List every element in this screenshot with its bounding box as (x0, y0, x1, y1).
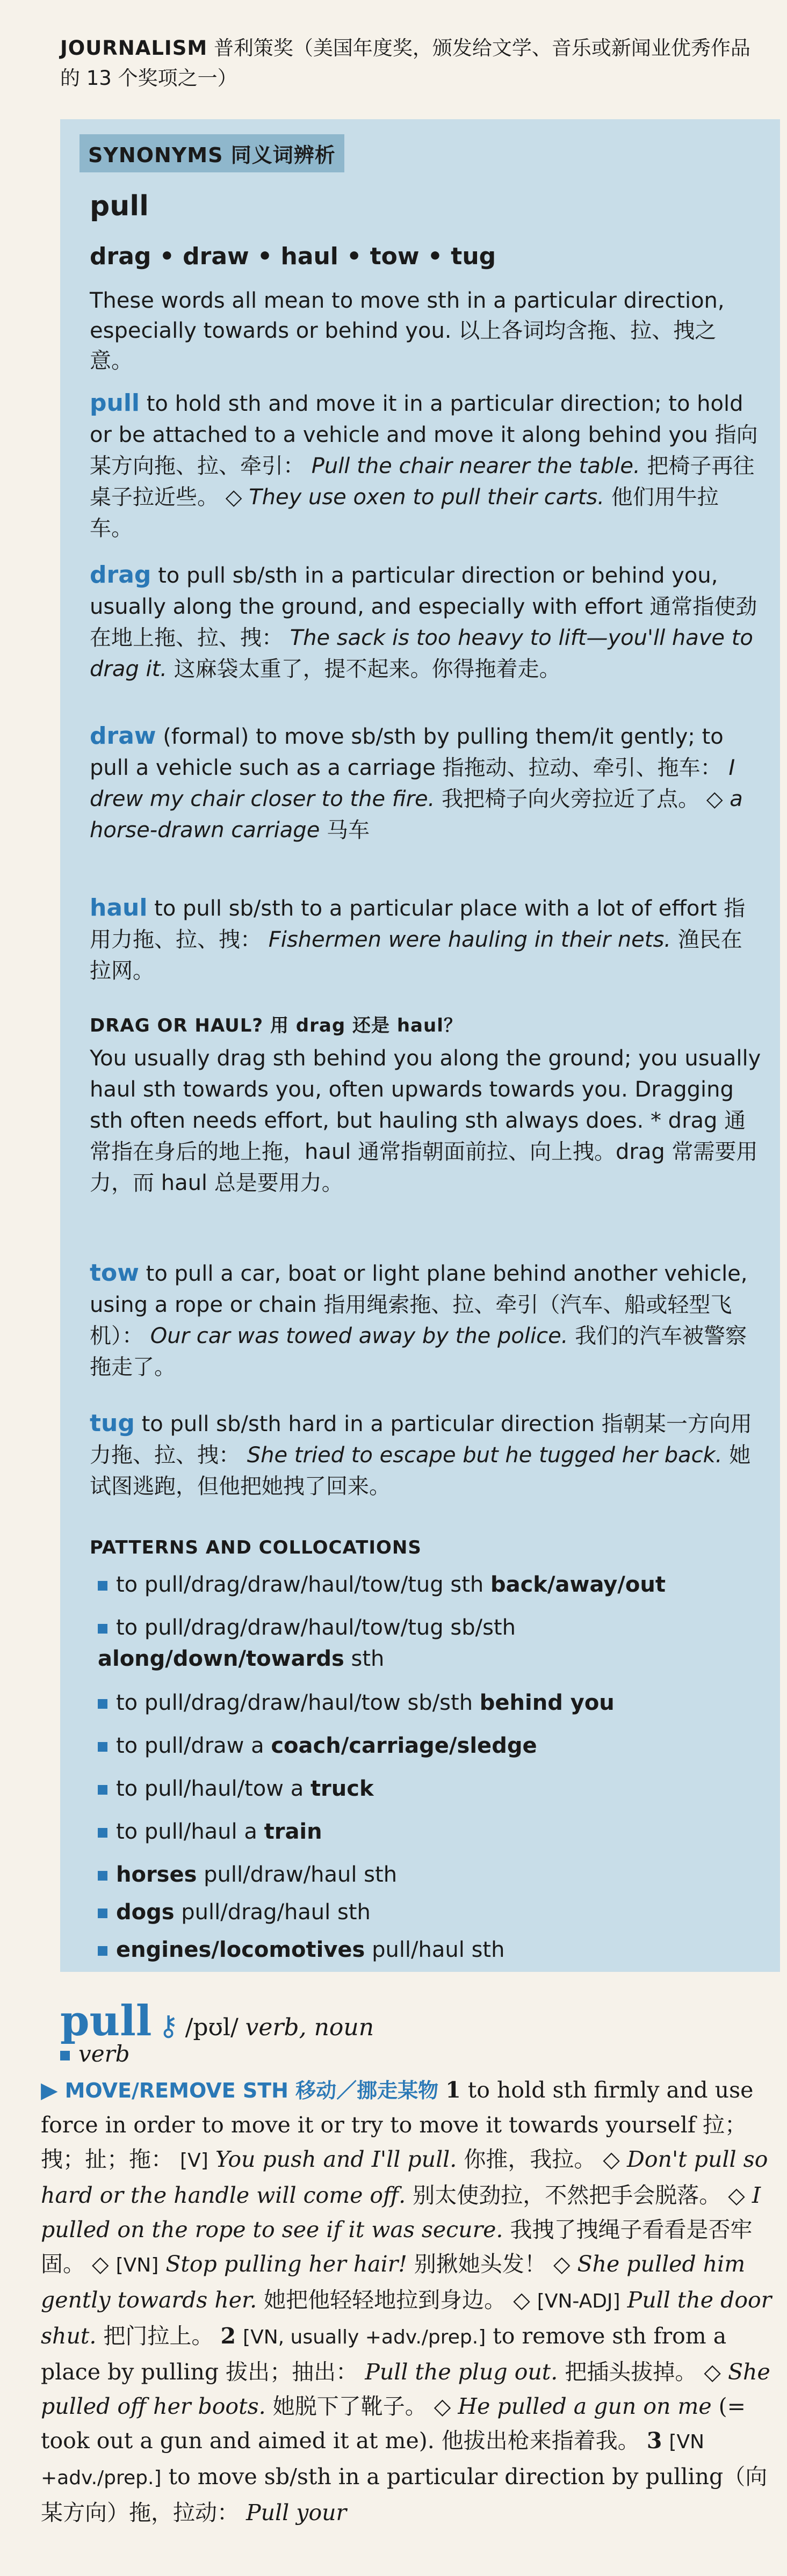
syn-example: They use oxen to pull their carts. (249, 485, 604, 510)
pattern-item: to pull/drag/draw/haul/tow/tug sth back/away/out (98, 1569, 759, 1600)
syn-example: Pull the chair nearer the table. (311, 454, 640, 478)
example: Pull the plug out. (365, 2359, 558, 2385)
pattern-item: dogs pull/drag/haul sth (98, 1897, 759, 1928)
key-icon: ⚷ (158, 2010, 179, 2042)
syn-example: Fishermen were hauling in their nets. (268, 927, 672, 952)
pattern-item: to pull/drag/draw/haul/tow/tug sb/sth along/down/towards sth (98, 1615, 516, 1671)
translation: 我拽了拽绳子看看是否牢固。 (41, 2217, 753, 2277)
syn-entry-pull (90, 388, 761, 544)
example: I pulled on the rope to see if it was secure. (41, 2182, 761, 2243)
arrow-icon: ▶ (41, 2077, 58, 2103)
pattern-item: to pull/drag/draw/haul/tow sb/sth behind you (98, 1687, 759, 1718)
syn-def: to pull sb/sth to a particular place with a lot of effort 指用力拖、拉、拽： (90, 896, 746, 952)
sense-label: MOVE/REMOVE STH 移动／挪走某物 (64, 2079, 439, 2102)
grammar-code: [VN +adv./prep.] (41, 2431, 705, 2489)
syn-def: to pull a car, boat or light plane behind another vehicle, using a rope or chain 指用绳索拖、拉、牵引（汽车、船或轻型飞机）： (90, 1261, 748, 1348)
syn-headword: drag (90, 561, 151, 589)
journalism-label: JOURNALISM (60, 37, 208, 60)
pattern-item: to pull/draw a coach/carriage/sledge (98, 1730, 759, 1761)
bullet-icon (98, 1785, 107, 1795)
syn-entry-haul (90, 892, 761, 986)
pattern-item: engines/locomotives pull/haul sth (98, 1934, 759, 1965)
syn-example: a horse-drawn carriage (90, 787, 743, 843)
example: Pull your (246, 2500, 347, 2526)
grammar-code: [VN, usually +adv./prep.] (243, 2326, 486, 2348)
synonyms-intro: These words all mean to move sth in a particular direction, especially towards or behind you. 以上各词均含拖、拉、拽之意。 (90, 288, 725, 373)
example: She pulled him gently towards her. (41, 2251, 746, 2313)
syn-translation: 她试图逃跑，但他把她拽了回来。 (90, 1443, 751, 1499)
example: You push and I'll pull. (215, 2146, 457, 2172)
bullet-icon (98, 1871, 107, 1881)
translation: 她脱下了靴子。 (272, 2393, 427, 2419)
synonyms-heading: SYNONYMS 同义词辨析 (80, 134, 344, 172)
drag-or-haul-text: You usually drag sth behind you along the ground; you usually haul sth towards you, often upwards towards you. Dragging sth often needs effort, but hauling sth always does. * drag 通常指在身后的地上拖，haul 通常指朝面前拉、向上拽。drag 常需要用力，而 haul 总是要用力。 (90, 1046, 761, 1195)
bullet-icon (98, 1909, 107, 1918)
syn-def: to hold sth and move it in a particular direction; to hold or be attached to a vehicle and move it along behind you 指向某方向拖、拉、牵引： (90, 391, 758, 478)
verb-label: verb (78, 2041, 130, 2067)
pattern-item: to pull/haul/tow a truck (98, 1773, 759, 1804)
syn-translation: 把椅子再往桌子拉近些。 ◇ (90, 454, 755, 510)
gloss: (= took out a gun and aimed it at me). (41, 2393, 746, 2454)
example: He pulled a gun on me (458, 2393, 712, 2419)
synonyms-list: drag • draw • haul • tow • tug (90, 243, 496, 270)
syn-def: to pull sb/sth in a particular direction or behind you, usually along the ground, and especially with effort 通常指使劲在地上拖、拉、拽： (90, 563, 757, 650)
bullet-icon (60, 2051, 70, 2060)
translation: 把门拉上。 (103, 2323, 214, 2349)
translation: 他拔出枪来指着我。 (441, 2428, 640, 2454)
drag-or-haul-heading: DRAG OR HAUL? 用 drag 还是 haul？ (90, 1015, 463, 1036)
example: Stop pulling her hair! (165, 2251, 407, 2277)
bullet-icon (98, 1624, 107, 1634)
grammar-code: [VN-ADJ] (537, 2290, 620, 2312)
syn-translation: 我们的汽车被警察拖走了。 (90, 1324, 747, 1380)
syn-def: (formal) to move sb/sth by pulling them/it gently; to pull a vehicle such as a carriage 指拖动、拉动、牵引、拖车： (90, 724, 724, 780)
syn-translation: 我把椅子向火旁拉近了点。 ◇ (435, 787, 730, 811)
example: Pull the door shut. (41, 2287, 772, 2349)
synonyms-word: pull (90, 190, 149, 222)
syn-entry-tug (90, 1408, 761, 1502)
syn-example: I drew my chair closer to the fire. (90, 756, 735, 811)
main-entry-header (60, 1997, 374, 2045)
sense-def: to hold sth firmly and use force in order to move it or try to move it towards yourself 拉；拽；扯；拖： (41, 2077, 754, 2172)
sense-number: 1 (445, 2077, 461, 2103)
bullet-icon (98, 1699, 107, 1709)
sense-def: to remove sth from a place by pulling 拔出；抽出： (41, 2323, 727, 2385)
syn-translation: 他们用牛拉车。 (90, 485, 719, 541)
pronunciation: /pʊl/ (185, 2014, 239, 2041)
syn-entry-tow (90, 1258, 761, 1383)
part-of-speech: verb, noun (245, 2014, 374, 2041)
bullet-icon (98, 1742, 107, 1752)
grammar-code: [V] (180, 2150, 208, 2172)
syn-example: The sack is too heavy to lift—you'll have to drag it. (90, 626, 753, 681)
sense-number: 2 (220, 2323, 236, 2349)
pattern-item: horses pull/draw/haul sth (98, 1859, 759, 1890)
journalism-line (60, 33, 764, 93)
pattern-item: to pull/haul a train (98, 1816, 759, 1847)
translation: 别太使劲拉，不然把手会脱落。 (413, 2182, 721, 2208)
example: She pulled off her boots. (41, 2359, 770, 2419)
syn-headword: haul (90, 894, 148, 921)
syn-entry-drag (90, 560, 761, 685)
translation: 把插头拔掉。 (565, 2359, 697, 2385)
translation: 你推，我拉。 (464, 2146, 596, 2172)
bullet-icon (98, 1581, 107, 1591)
patterns-heading: PATTERNS AND COLLOCATIONS (90, 1537, 422, 1558)
journalism-text: 普利策奖（美国年度奖，颁发给文学、音乐或新闻业优秀作品的 13 个奖项之一） (60, 37, 750, 90)
translation: 她把他轻轻地拉到身边。 (264, 2287, 507, 2313)
translation: 别揪她头发！ (414, 2251, 546, 2277)
syn-example: Our car was towed away by the police. (150, 1324, 568, 1348)
syn-translation: 马车 (320, 818, 370, 843)
sense-def: to move sb/sth in a particular direction by pulling（向某方向）拖，拉动： (41, 2464, 768, 2526)
main-headword: pull (60, 1997, 152, 2045)
syn-headword: pull (90, 389, 140, 417)
syn-def: to pull sb/sth hard in a particular direction 指朝某一方向用力拖、拉、拽： (90, 1412, 752, 1468)
synonyms-box (60, 119, 780, 1972)
main-entry-body: ▶ MOVE/REMOVE STH 移动／挪走某物 1 to hold sth firmly and use force in order to move it or try to move it towards yourself 拉；拽；扯；拖： [V] You push and I'll pull. 你推，我拉。 ◇ Don't pull so hard or the handle will come off. 别太使劲拉，不然把手会脱落。 ◇ I pulled on the rope to see if it was secure. 我拽了拽绳子看看是否牢固。 ◇ [VN] Stop pulling her hair! 别揪她头发！ ◇ She pulled him gently towards her. 她把他轻轻地拉到身边。 ◇ [VN-ADJ] Pull the door shut. 把门拉上。 2 [VN, usually +adv./prep.] to remove sth from a place by pulling 拔出；抽出： Pull the plug out. 把插头拔掉。 ◇ She pulled off her boots. 她脱下了靴子。 ◇ He pulled a gun on me (= took out a gun and aimed it at me). 他拔出枪来指着我。 3 [VN +adv./prep.] to move sb/sth in a particular direction by pulling（向某方向）拖，拉动： Pull your (41, 2077, 772, 2526)
syn-translation: 渔民在拉网。 (90, 927, 742, 983)
example: Don't pull so hard or the handle will come off. (41, 2146, 768, 2208)
sense-number: 3 (646, 2428, 662, 2454)
syn-headword: tow (90, 1259, 139, 1287)
syn-entry-draw (90, 721, 761, 846)
syn-translation: 这麻袋太重了，提不起来。你得拖着走。 (167, 657, 561, 681)
syn-headword: tug (90, 1410, 135, 1437)
grammar-code: [VN] (115, 2254, 159, 2276)
syn-example: She tried to escape but he tugged her back. (247, 1443, 723, 1468)
bullet-icon (98, 1828, 107, 1838)
bullet-icon (98, 1946, 107, 1956)
verb-label-line (60, 2041, 130, 2067)
syn-headword: draw (90, 722, 156, 750)
